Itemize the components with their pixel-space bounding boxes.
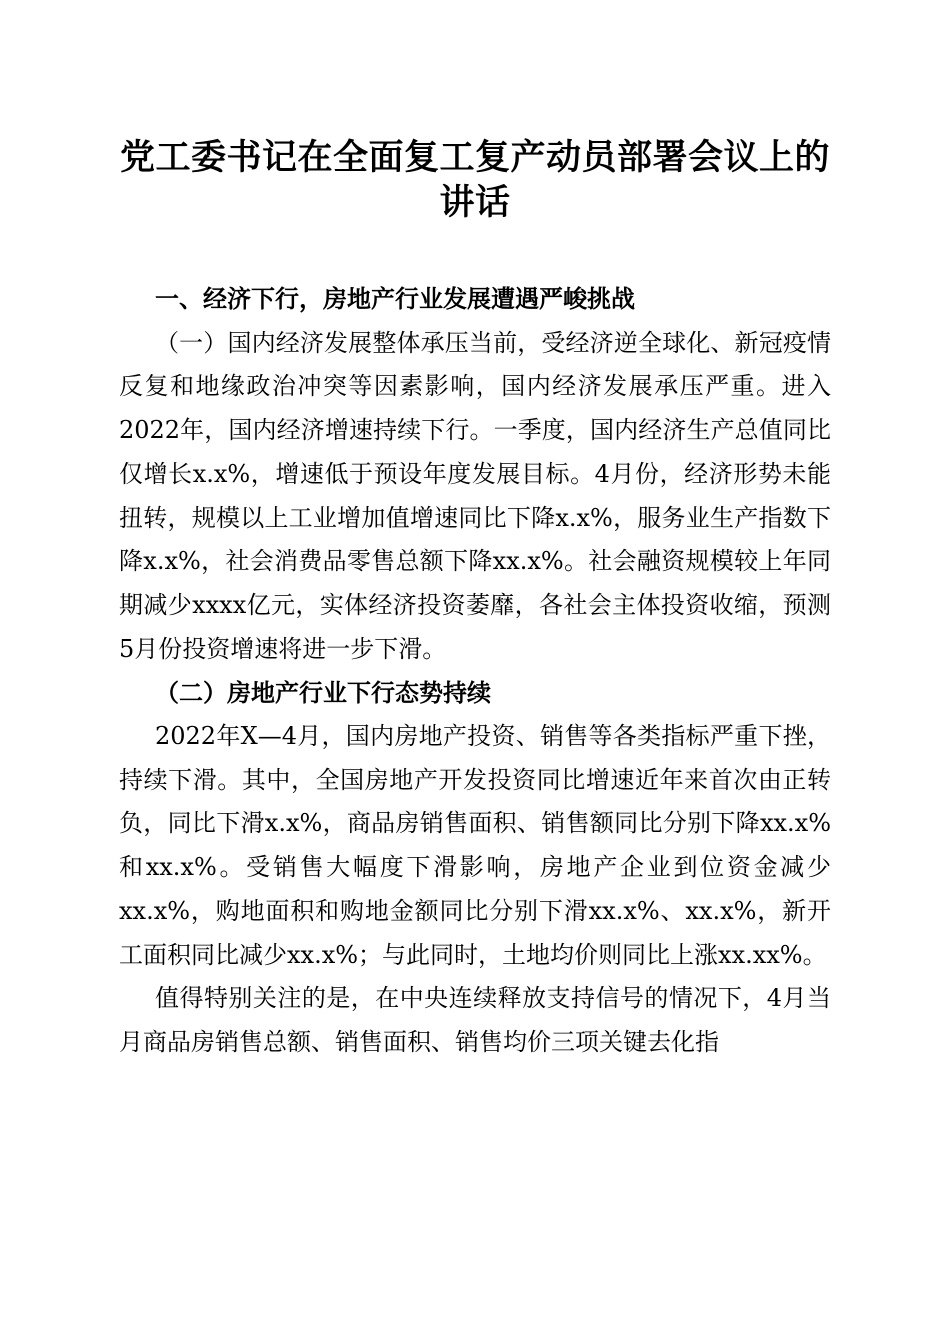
title-line-1: 党工委书记在全面复工复产动员部署会议上的 bbox=[119, 138, 830, 178]
subsection-heading-real-estate: （二）房地产行业下行态势持续 bbox=[155, 678, 491, 708]
document-body bbox=[119, 278, 831, 1065]
paragraph-special-attention: 值得特别关注的是，在中央连续释放支持信号的情况下，4月当月商品房销售总额、销售面积、销售均价三项关键去化指 bbox=[119, 984, 831, 1056]
title-line-2: 讲话 bbox=[439, 183, 511, 223]
document-title bbox=[100, 136, 850, 226]
paragraph-domestic-economy: （一）国内经济发展整体承压当前，受经济逆全球化、新冠疫情反复和地缘政治冲突等因素影响，国内经济发展承压严重。进入2022年，国内经济增速持续下行。一季度，国内经济生产总值同比仅增长x.x%，增速低于预设年度发展目标。4月份，经济形势未能扭转，规模以上工业增加值增速同比下降x.x%，服务业生产指数下降x.x%，社会消费品零售总额下降xx.x%。社会融资规模较上年同期减少xxxx亿元，实体经济投资萎靡，各社会主体投资收缩，预测5月份投资增速将进一步下滑。 bbox=[119, 328, 831, 663]
section-heading: 一、经济下行，房地产行业发展遭遇严峻挑战 bbox=[155, 285, 635, 313]
paragraph-real-estate-indicators: 2022年X—4月，国内房地产投资、销售等各类指标严重下挫，持续下滑。其中，全国房地产开发投资同比增速近年来首次由正转负，同比下滑x.x%，商品房销售面积、销售额同比分别下降xx.x%和xx.x%。受销售大幅度下滑影响，房地产企业到位资金减少xx.x%，购地面积和购地金额同比分别下滑xx.x%、xx.x%，新开工面积同比减少xx.x%；与此同时，土地均价则同比上涨xx.xx%。 bbox=[119, 722, 831, 969]
